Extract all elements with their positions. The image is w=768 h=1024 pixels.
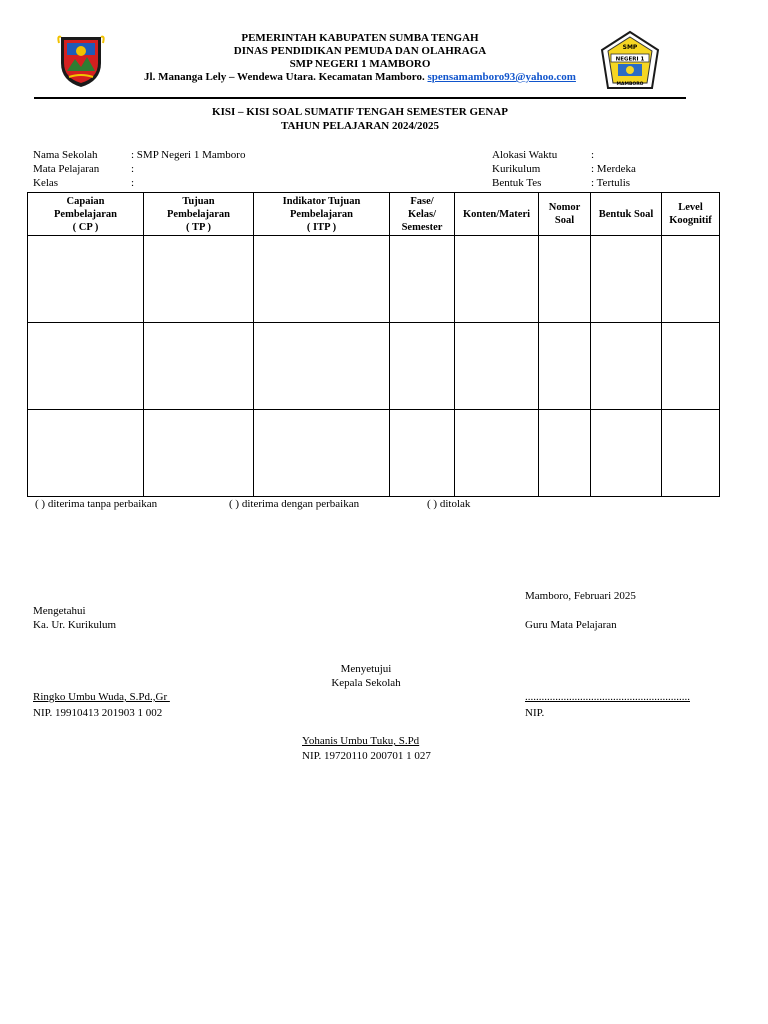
info-label-subject: Mata Pelajaran — [33, 163, 100, 175]
table-cell[interactable] — [539, 410, 591, 497]
table-cell[interactable] — [28, 410, 144, 497]
table-cell[interactable] — [390, 236, 455, 323]
info-left — [33, 148, 393, 190]
info-value-time: : — [591, 149, 595, 161]
info-label-class: Kelas — [33, 177, 59, 189]
info-value-class: : — [131, 177, 135, 189]
curriculum-head-label: Ka. Ur. Kurikulum — [33, 619, 117, 631]
teacher-signature-line: ............................................................ — [525, 691, 690, 703]
curriculum-head-nip: NIP. 19910413 201903 1 002 — [33, 707, 163, 719]
table-cell[interactable] — [662, 323, 720, 410]
place-date: Mamboro, Februari 2025 — [525, 590, 636, 602]
option-rejected[interactable]: ( ) ditolak — [427, 498, 471, 510]
table-cell[interactable] — [539, 323, 591, 410]
table-cell[interactable] — [254, 236, 390, 323]
school-logo-band-text: NEGERI 1 — [615, 56, 645, 63]
table-cell[interactable] — [390, 323, 455, 410]
principal-name: Yohanis Umbu Tuku, S.Pd — [302, 735, 420, 747]
info-value-curriculum: : Merdeka — [591, 163, 636, 175]
col-header-form: Bentuk Soal — [591, 193, 662, 236]
header-department: DINAS PENDIDIKAN PEMUDA DAN OLAHRAGA — [233, 45, 487, 57]
table-cell[interactable] — [144, 236, 254, 323]
col-header-number: Nomor Soal — [539, 193, 591, 236]
header-divider — [34, 97, 686, 99]
document-title: KISI – KISI SOAL SUMATIF TENGAH SEMESTER GENAP — [212, 106, 508, 118]
table-cell[interactable] — [455, 410, 539, 497]
table-header-row — [28, 193, 720, 236]
mengetahui-label: Mengetahui — [33, 605, 86, 617]
table-cell[interactable] — [539, 236, 591, 323]
school-logo-top-text: SMP — [622, 44, 638, 51]
table-cell[interactable] — [28, 236, 144, 323]
col-header-tp: Tujuan Pembelajaran ( TP ) — [144, 193, 254, 236]
table-row — [28, 410, 720, 497]
info-value-subject: : — [131, 163, 135, 175]
table-cell[interactable] — [662, 410, 720, 497]
table-cell[interactable] — [254, 323, 390, 410]
document-subtitle: TAHUN PELAJARAN 2024/2025 — [280, 120, 440, 132]
table-row — [28, 323, 720, 410]
col-header-phase: Fase/ Kelas/ Semester — [390, 193, 455, 236]
header-address: Jl. Mananga Lely – Wendewa Utara. Kecamatan Mamboro. — [144, 71, 425, 83]
header-address-line — [140, 71, 580, 84]
col-header-content: Konten/Materi — [455, 193, 539, 236]
table-cell[interactable] — [591, 410, 662, 497]
table-cell[interactable] — [662, 236, 720, 323]
school-logo-bottom-text: MAMBORO — [616, 82, 644, 87]
teacher-nip: NIP. — [525, 707, 545, 719]
table-cell[interactable] — [390, 410, 455, 497]
regency-emblem-logo — [57, 33, 105, 89]
header-school: SMP NEGERI 1 MAMBORO — [289, 58, 431, 70]
table-cell[interactable] — [28, 323, 144, 410]
subject-teacher-label: Guru Mata Pelajaran — [525, 619, 617, 631]
table-cell[interactable] — [591, 236, 662, 323]
table-cell[interactable] — [455, 323, 539, 410]
table-row — [28, 236, 720, 323]
table-cell[interactable] — [144, 410, 254, 497]
col-header-level: Level Koognitif — [662, 193, 720, 236]
principal-label: Kepala Sekolah — [331, 677, 401, 689]
info-label-time: Alokasi Waktu — [492, 149, 558, 161]
info-value-school: : SMP Negeri 1 Mamboro — [131, 149, 246, 161]
table-cell[interactable] — [254, 410, 390, 497]
info-label-test-type: Bentuk Tes — [492, 177, 542, 189]
principal-nip: NIP. 19720110 200701 1 027 — [302, 750, 431, 762]
kisi-table — [27, 192, 720, 497]
school-logo — [600, 30, 660, 92]
info-value-test-type: : Tertulis — [591, 177, 631, 189]
option-accepted-with-revision[interactable]: ( ) diterima dengan perbaikan — [229, 498, 360, 510]
menyetujui-label: Menyetujui — [340, 663, 392, 675]
col-header-cp: Capaian Pembelajaran ( CP ) — [28, 193, 144, 236]
info-right — [492, 148, 712, 190]
table-cell[interactable] — [591, 323, 662, 410]
school-email-link[interactable]: spensamamboro93@yahoo.com — [427, 71, 576, 83]
option-accepted-no-revision[interactable]: ( ) diterima tanpa perbaikan — [35, 498, 158, 510]
header-government: PEMERINTAH KABUPATEN SUMBA TENGAH — [241, 32, 479, 44]
table-cell[interactable] — [144, 323, 254, 410]
col-header-itp: Indikator Tujuan Pembelajaran ( ITP ) — [254, 193, 390, 236]
table-cell[interactable] — [455, 236, 539, 323]
info-label-school: Nama Sekolah — [33, 149, 98, 161]
curriculum-head-name: Ringko Umbu Wuda, S.Pd.,Gr — [33, 691, 170, 703]
info-label-curriculum: Kurikulum — [492, 163, 541, 175]
